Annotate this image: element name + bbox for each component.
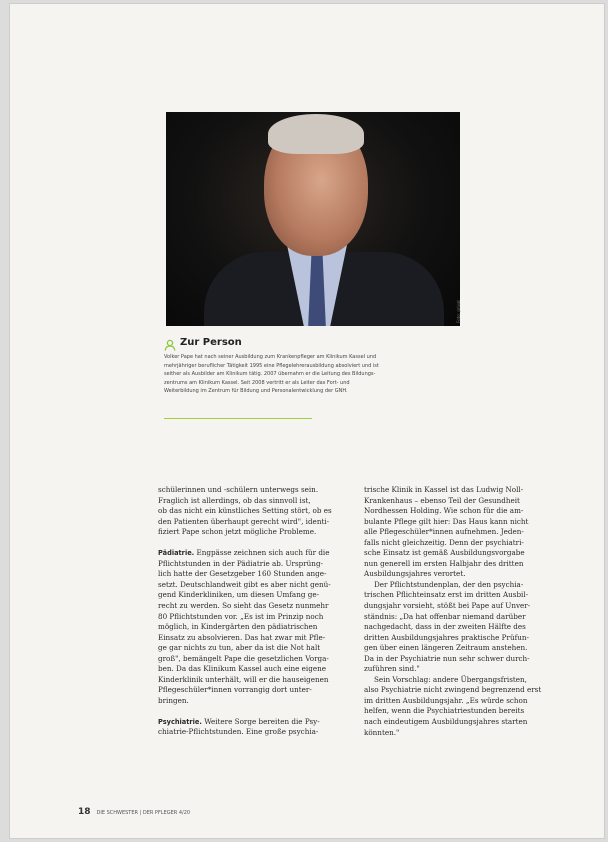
article-line: bulante Pflege gilt hier: Das Haus kann nicht <box>364 516 529 526</box>
about-person-heading <box>164 336 464 348</box>
magazine-page <box>10 4 604 838</box>
section-run-in-heading: Psychiatrie. <box>158 717 202 726</box>
article-line: Nordhessen Holding. Wie schon für die am- <box>364 506 524 516</box>
article-line: groß", bemängelt Pape die gesetzlichen Vorga- <box>158 653 329 663</box>
article-line: Kinderklinik unterhält, will er die hauseigenen <box>158 674 329 684</box>
article-line: Da in der Psychiatrie nun sehr schwer durch- <box>364 653 530 663</box>
article-paragraph <box>158 485 339 538</box>
article-line: also Psychiatrie nicht zwingend begrenzend erst <box>364 685 542 695</box>
page-number: 18 <box>78 807 91 817</box>
article-paragraph <box>364 485 545 580</box>
article-line: bringen. <box>158 695 189 705</box>
article-line: Pflichtstunden in der Pädiatrie ab. Ursprüng- <box>158 558 323 568</box>
article-line: recht zu werden. So sieht das Gesetz nunmehr <box>158 600 329 610</box>
person-icon <box>164 336 176 348</box>
article-line: dritten Ausbildungsjahres praktische Prüfun- <box>364 632 529 642</box>
article-column-left <box>158 485 339 738</box>
article-line: Engpässe zeichnen sich auch für die <box>194 548 330 558</box>
about-person-line: zentrums am Klinikum Kassel. Seit 2008 vertritt er als Leiter das Fort- und <box>164 379 350 386</box>
article-line: Einsatz zu absolvieren. Das hat zwar mit Pfle- <box>158 632 326 642</box>
article-line: schülerinnen und -schülern unterwegs sein. <box>158 485 319 494</box>
about-person-text <box>164 353 464 396</box>
journal-name: DIE SCHWESTER | DER PFLEGER 4/20 <box>96 810 191 816</box>
article-line: helfen, wenn die Psychiatriestunden bereits <box>364 706 525 716</box>
article-line: ob das nicht ein künstliches Setting stört, ob es <box>158 506 332 516</box>
article-line: nun generell im ersten Halbjahr des dritten <box>364 558 524 568</box>
article-line: den Patienten überhaupt gerecht wird", identi- <box>158 516 330 526</box>
article-line: Sein Vorschlag: andere Übergangsfristen, <box>374 674 527 684</box>
article-line: ben. Da das Klinikum Kassel auch eine eigene <box>158 664 326 674</box>
article-column-right <box>364 485 545 738</box>
article-line: Der Pflichtstundenplan, der den psychia- <box>374 579 524 589</box>
article-paragraph <box>364 675 545 738</box>
article-line: dungsjahr vorsieht, stößt bei Pape auf Unver- <box>364 601 531 611</box>
about-person-line: seither als Ausbilder am Klinikum tätig. 2007 übernahm er die Leitung des Bildungs- <box>164 371 376 378</box>
article-line: sche Einsatz ist gemäß Ausbildungsvorgabe <box>364 548 525 558</box>
article-line: Pflegeschüler*innen vorrangig dort unter- <box>158 685 312 695</box>
article-line: Fraglich ist allerdings, ob das sinnvoll ist, <box>158 495 311 505</box>
article-line: gen über einen längeren Zeitraum anstehen. <box>364 643 528 653</box>
article-line: trischen Pflichteinsatz erst im dritten Ausbil- <box>364 590 529 600</box>
about-person-line: mehrjähriger beruflicher Tätigkeit 1995 eine Pflegelehrerausbildung absolviert und ist <box>164 362 379 369</box>
article-line: falls nicht gleichzeitig. Denn der psychiatri- <box>364 537 524 547</box>
article-section <box>158 717 339 738</box>
article-line: alle Pflegeschüler*innen aufnehmen. Jeden- <box>364 527 524 537</box>
article-line: trische Klinik in Kassel ist das Ludwig Noll- <box>364 485 524 494</box>
article-line: lich hatte der Gesetzgeber 160 Stunden ange- <box>158 569 327 579</box>
article-line: chiatrie-Pflichtstunden. Eine große psychia- <box>158 727 319 737</box>
article-line: nach eindeutigem Ausbildungsjahres starten <box>364 717 528 727</box>
article-line: ständnis: „Da hat offenbar niemand darüber <box>364 611 526 621</box>
article-line: gend Kinderkliniken, um diesen Umfang ge- <box>158 590 319 600</box>
article-line: nachgedacht, dass in der zweiten Hälfte des <box>364 622 526 632</box>
photo-hair <box>268 114 364 154</box>
about-person-line: Weiterbildung im Zentrum für Bildung und Personalentwicklung der GNH. <box>164 388 348 395</box>
about-person-box <box>164 336 464 396</box>
article-line: zuführen sind." <box>364 664 420 674</box>
article-line: könnten." <box>364 727 400 737</box>
article-section <box>158 548 339 706</box>
page-footer <box>78 807 190 817</box>
about-person-line: Volker Pape hat nach seiner Ausbildung zum Krankenpfleger am Klinikum Kassel und <box>164 354 377 360</box>
accent-rule <box>164 418 312 419</box>
article-line: möglich, in Kindergärten den pädiatrischen <box>158 622 318 632</box>
about-person-title: Zur Person <box>180 336 242 348</box>
article-line: im dritten Ausbildungsjahr. „Es würde schon <box>364 695 528 705</box>
article-line: ge gar nichts zu tun, aber da ist die Not halt <box>158 643 321 653</box>
portrait-photo <box>166 112 460 326</box>
article-paragraph <box>364 580 545 675</box>
article-line: Ausbildungsjahres verortet. <box>364 569 466 579</box>
article-line: setzt. Deutschlandweit gibt es aber nicht genü- <box>158 579 331 589</box>
section-run-in-heading: Pädiatrie. <box>158 549 195 558</box>
article-line: Weitere Sorge bereiten die Psy- <box>201 716 320 726</box>
article-line: Krankenhaus – ebenso Teil der Gesundheit <box>364 495 520 505</box>
photo-credit: Foto: privat <box>456 300 461 323</box>
article-line: 80 Pflichtstunden vor. „Es ist im Prinzip noch <box>158 611 324 621</box>
article-line: fiziert Pape schon jetzt mögliche Probleme. <box>158 527 317 537</box>
